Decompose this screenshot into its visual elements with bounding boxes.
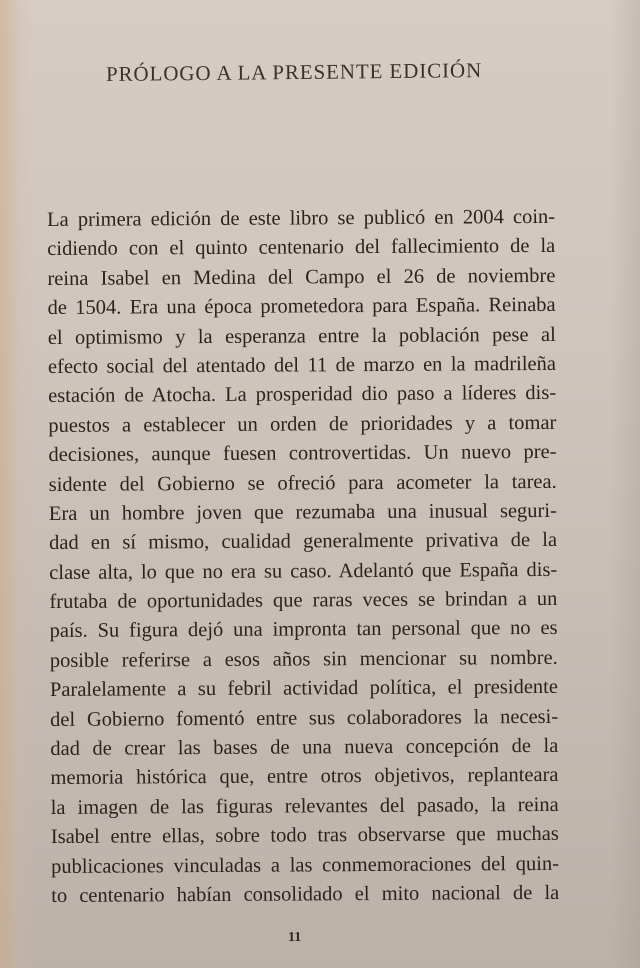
text-line: el optimismo y la esperanza entre la población pese al xyxy=(47,323,556,349)
text-line: dad de crear las bases de una nueva concepción de la xyxy=(50,734,559,761)
text-line: puestos a establecer un orden de prioridades y a tomar xyxy=(48,411,557,437)
text-line: reina Isabel en Medina del Campo el 26 de noviembre xyxy=(47,264,556,290)
text-line: del Gobierno fomentó entre sus colaboradores la necesi- xyxy=(50,705,559,731)
page-number: 11 xyxy=(288,930,302,945)
text-line: Isabel entre ellas, sobre todo tras observarse que muchas xyxy=(50,823,559,849)
text-line: efecto social del atentado del 11 de marzo en la madrileña xyxy=(47,352,557,378)
text-line: Paralelamente a su febril actividad política, el presidente xyxy=(49,676,559,702)
text-line: Era un hombre joven que rezumaba una inusual seguri- xyxy=(48,499,557,525)
text-line: país. Su figura dejó una impronta tan personal que no es xyxy=(49,617,558,643)
body-paragraph xyxy=(47,203,559,911)
text-line: de 1504. Era una época prometedora para España. Reinaba xyxy=(47,294,556,320)
text-line: la imagen de las figuras relevantes del pasado, la reina xyxy=(50,793,559,819)
text-line: cidiendo con el quinto centenario del fallecimiento de la xyxy=(47,235,556,261)
chapter-title: PRÓLOGO A LA PRESENTE EDICIÓN xyxy=(105,58,483,86)
text-line: La primera edición de este libro se publicó en 2004 coin- xyxy=(47,205,556,231)
text-line: sidente del Gobierno se ofreció para acometer la tarea. xyxy=(48,470,557,496)
text-line: dad en sí mismo, cualidad generalmente privativa de la xyxy=(48,529,558,555)
text-line: memoria histórica que, entre otros objetivos, replanteara xyxy=(50,764,559,790)
text-line: frutaba de oportunidades que raras veces se brindan a un xyxy=(49,587,558,614)
text-line: decisiones, aunque fuesen controvertidas. Un nuevo pre- xyxy=(48,441,557,467)
text-line: clase alta, lo que no era su caso. Adelantó que España dis- xyxy=(49,558,558,584)
text-line: estación de Atocha. La prosperidad dio paso a líderes dis- xyxy=(48,382,557,408)
page-edge-shadow xyxy=(610,0,640,968)
page-gutter-shadow xyxy=(0,0,34,968)
text-line: posible referirse a esos años sin mencionar su nombre. xyxy=(49,646,558,672)
text-line: to centenario habían consolidado el mito nacional de la xyxy=(51,881,560,907)
text-line: publicaciones vinculadas a las conmemoraciones del quin- xyxy=(50,852,560,878)
